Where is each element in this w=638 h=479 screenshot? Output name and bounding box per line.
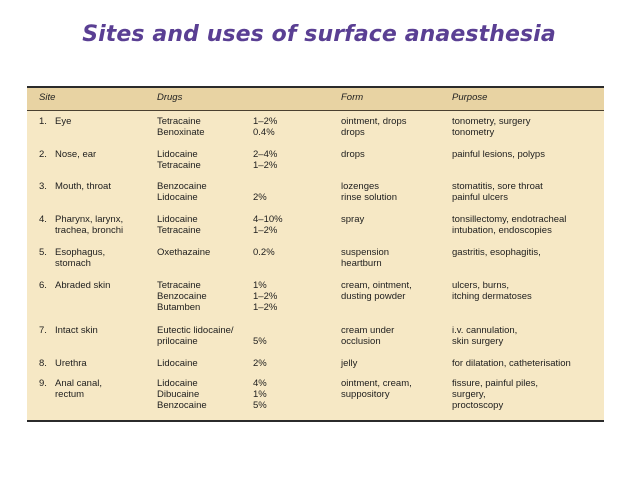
drugs-cell: Lidocaine Tetracaine [157, 214, 201, 236]
row-number: 6. [39, 280, 47, 291]
site-cell: Eye [55, 116, 72, 127]
purpose-cell: fissure, painful piles, surgery, proctoscopy [452, 378, 539, 411]
concentration-cell: 4% 1% 5% [253, 378, 267, 411]
row-number: 5. [39, 247, 47, 258]
anaesthesia-table [27, 86, 604, 422]
drugs-cell: Lidocaine [157, 358, 198, 369]
site-cell: Pharynx, larynx, trachea, bronchi [55, 214, 124, 236]
form-cell: lozenges rinse solution [341, 181, 397, 203]
slide-title: Sites and uses of surface anaesthesia [82, 22, 556, 47]
drugs-cell: Lidocaine Tetracaine [157, 149, 201, 171]
concentration-cell: 2–4% 1–2% [253, 149, 278, 171]
purpose-cell: tonometry, surgery tonometry [452, 116, 531, 138]
form-cell: ointment, cream, suppository [341, 378, 412, 400]
drugs-cell: Oxethazaine [157, 247, 211, 258]
form-cell: drops [341, 149, 365, 160]
concentration-cell: 0.2% [253, 247, 275, 258]
concentration-cell: 4–10% 1–2% [253, 214, 283, 236]
concentration-cell: 2% [253, 358, 267, 369]
row-number: 9. [39, 378, 47, 389]
drugs-cell: Lidocaine Dibucaine Benzocaine [157, 378, 207, 411]
header-purpose: Purpose [452, 92, 488, 103]
concentration-cell: 1% 1–2% 1–2% [253, 280, 278, 313]
form-cell: cream under occlusion [341, 325, 395, 347]
purpose-cell: gastritis, esophagitis, [452, 247, 541, 258]
drugs-cell: Tetracaine Benoxinate [157, 116, 205, 138]
concentration-cell: 2% [253, 192, 267, 203]
site-cell: Esophagus, stomach [55, 247, 106, 269]
form-cell: spray [341, 214, 365, 225]
site-cell: Mouth, throat [55, 181, 111, 192]
row-number: 2. [39, 149, 47, 160]
concentration-cell: 1–2% 0.4% [253, 116, 278, 138]
header-drugs: Drugs [157, 92, 183, 103]
row-number: 3. [39, 181, 47, 192]
site-cell: Abraded skin [55, 280, 111, 291]
purpose-cell: tonsillectomy, endotracheal intubation, endoscopies [452, 214, 567, 236]
table-header [27, 88, 604, 111]
purpose-cell: stomatitis, sore throat painful ulcers [452, 181, 543, 203]
purpose-cell: ulcers, burns, itching dermatoses [452, 280, 532, 302]
row-number: 8. [39, 358, 47, 369]
site-cell: Anal canal, rectum [55, 378, 103, 400]
site-cell: Nose, ear [55, 149, 97, 160]
header-form: Form [341, 92, 364, 103]
form-cell: cream, ointment, dusting powder [341, 280, 412, 302]
purpose-cell: for dilatation, catheterisation [452, 358, 571, 369]
purpose-cell: i.v. cannulation, skin surgery [452, 325, 518, 347]
form-cell: suspension heartburn [341, 247, 390, 269]
header-site: Site [39, 92, 56, 103]
purpose-cell: painful lesions, polyps [452, 149, 545, 160]
site-cell: Intact skin [55, 325, 98, 336]
row-number: 4. [39, 214, 47, 225]
row-number: 1. [39, 116, 47, 127]
site-cell: Urethra [55, 358, 87, 369]
form-cell: ointment, drops drops [341, 116, 407, 138]
drugs-cell: Tetracaine Benzocaine Butamben [157, 280, 207, 313]
concentration-cell: 5% [253, 336, 267, 347]
drugs-cell: Eutectic lidocaine/ prilocaine [157, 325, 234, 347]
form-cell: jelly [341, 358, 358, 369]
row-number: 7. [39, 325, 47, 336]
drugs-cell: Benzocaine Lidocaine [157, 181, 207, 203]
